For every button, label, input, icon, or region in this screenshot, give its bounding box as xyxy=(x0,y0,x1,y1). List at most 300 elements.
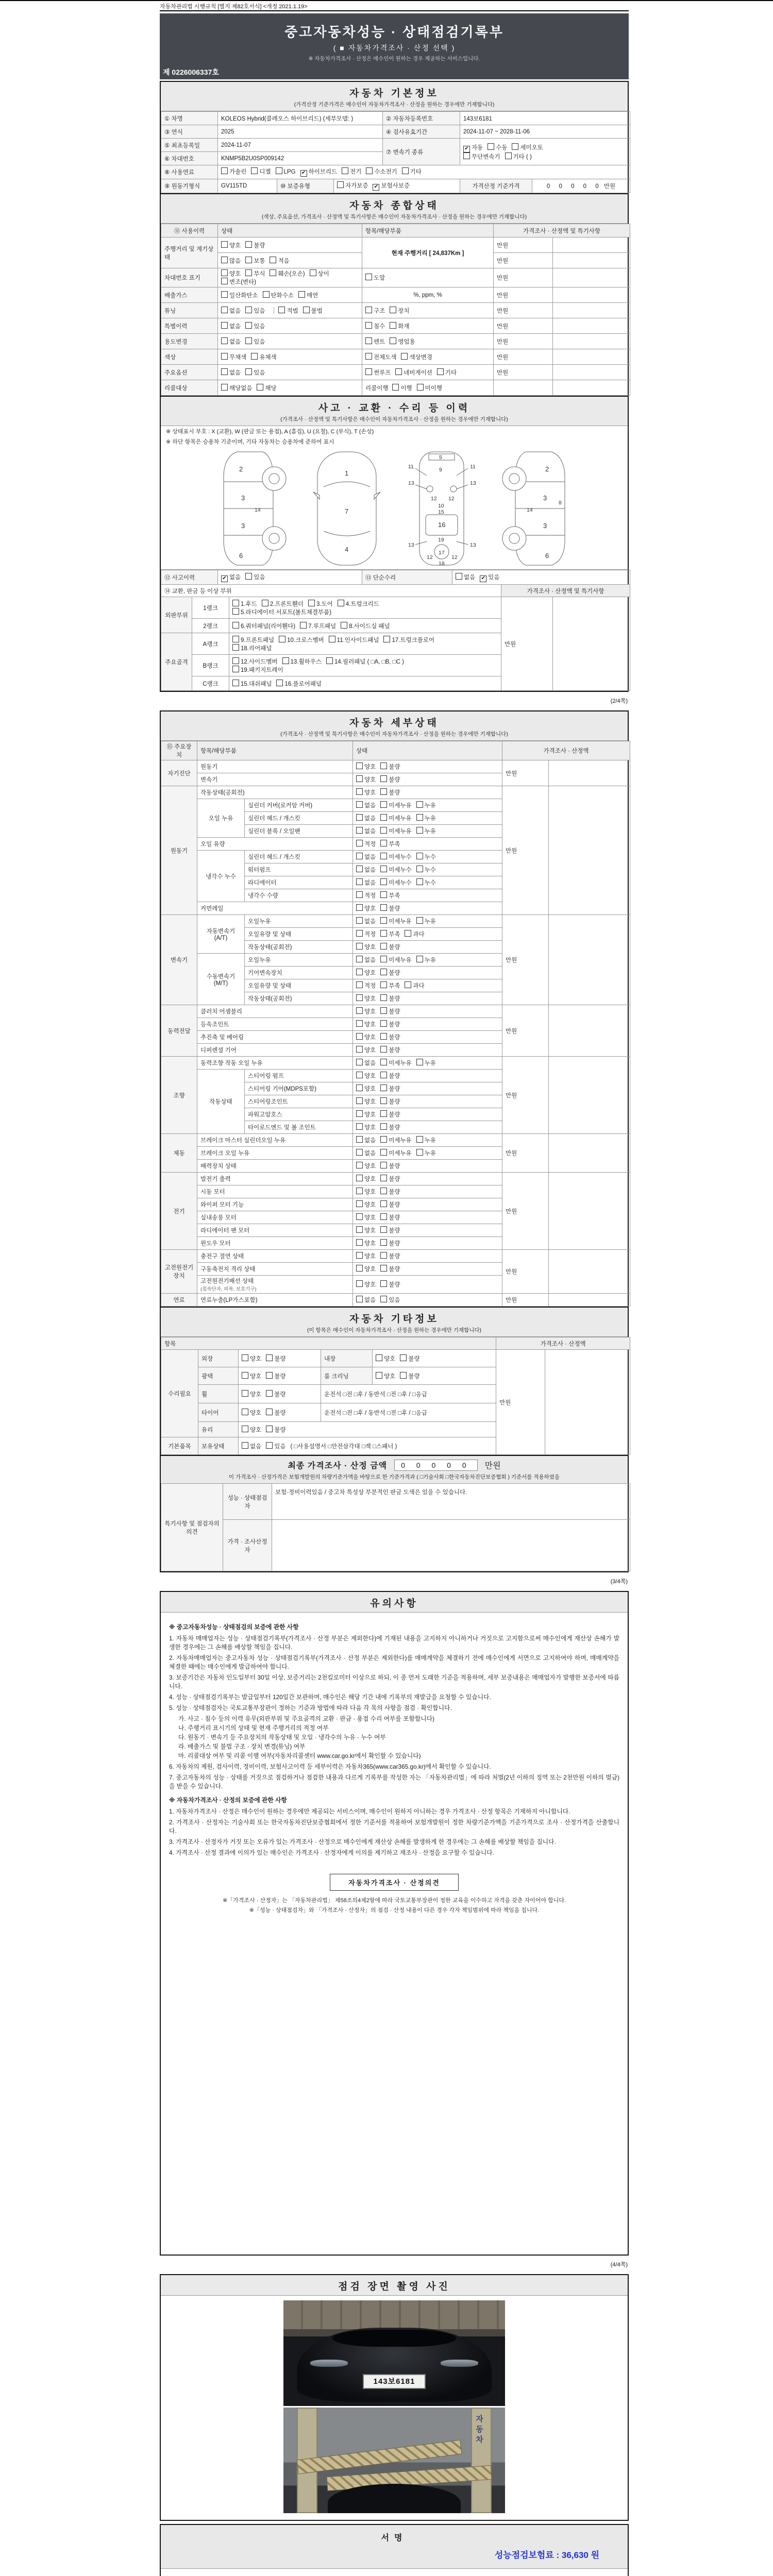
vehicle-type-legend: ※ 하단 항목은 승용차 기준이며, 기타 자동차는 승용차에 준하여 표시 xyxy=(166,439,334,445)
checkbox[interactable] xyxy=(232,644,239,651)
checkbox[interactable] xyxy=(380,1175,387,1181)
checkbox[interactable] xyxy=(390,337,396,344)
checkbox[interactable] xyxy=(329,636,335,642)
checkbox[interactable] xyxy=(356,1188,363,1194)
checkbox[interactable] xyxy=(416,827,423,834)
state-options xyxy=(353,1095,502,1108)
checkbox[interactable] xyxy=(416,866,423,872)
checkbox[interactable] xyxy=(402,167,409,174)
checkbox[interactable] xyxy=(380,1226,387,1233)
checkbox[interactable] xyxy=(356,994,363,1001)
checkbox[interactable] xyxy=(416,1136,423,1143)
checkbox[interactable] xyxy=(341,622,347,629)
rankB-options2 xyxy=(232,666,498,674)
checkbox[interactable] xyxy=(356,956,363,962)
state-options xyxy=(353,786,502,799)
interior-label: 내장 xyxy=(321,1350,373,1367)
option-label: 양호 xyxy=(364,1073,376,1079)
checkbox[interactable] xyxy=(356,762,363,769)
checkbox[interactable] xyxy=(416,956,423,962)
checkbox[interactable] xyxy=(356,827,363,834)
checkbox[interactable] xyxy=(356,775,363,782)
checkbox[interactable] xyxy=(356,917,363,924)
checkbox[interactable] xyxy=(266,1372,273,1379)
checkbox[interactable] xyxy=(242,1372,248,1379)
checkbox[interactable] xyxy=(242,1409,248,1415)
price-survey-opinion-box: 자동차가격조사 · 산정의견 xyxy=(330,1874,459,1891)
checkbox[interactable] xyxy=(232,600,239,606)
checkbox[interactable] xyxy=(405,930,411,937)
checkbox[interactable] xyxy=(416,917,423,924)
option-label: 누유 xyxy=(424,803,436,809)
checkbox[interactable] xyxy=(221,167,228,174)
checkbox[interactable] xyxy=(245,269,252,276)
checkbox[interactable] xyxy=(270,269,276,276)
checkbox[interactable] xyxy=(380,1265,387,1272)
checkbox[interactable] xyxy=(456,573,462,580)
checkbox[interactable] xyxy=(380,917,387,924)
checkbox[interactable] xyxy=(380,801,387,808)
checkbox[interactable] xyxy=(380,1252,387,1259)
item-label: 원동기 xyxy=(197,760,353,773)
checkbox-option xyxy=(356,930,376,938)
checkbox[interactable] xyxy=(416,1149,423,1156)
checkbox[interactable] xyxy=(263,291,270,298)
item-label: 실내송풍 모터 xyxy=(197,1211,353,1224)
rank1-label: 1랭크 xyxy=(192,597,229,619)
checkbox-checked[interactable]: ✔ xyxy=(463,146,470,152)
checkbox-option xyxy=(380,981,400,990)
checkbox[interactable] xyxy=(463,152,470,159)
checkbox[interactable] xyxy=(366,167,373,174)
checkbox[interactable] xyxy=(242,1354,248,1361)
checkbox-option xyxy=(356,866,376,874)
checkbox[interactable] xyxy=(417,384,424,391)
rankB-label: B랭크 xyxy=(192,655,229,676)
base-price-label: 가격산정 기준가격 xyxy=(460,179,532,193)
checkbox[interactable] xyxy=(245,257,252,263)
checkbox[interactable] xyxy=(356,1239,363,1246)
checkbox[interactable] xyxy=(380,981,387,988)
checkbox[interactable] xyxy=(365,322,372,329)
option-label: 불법 xyxy=(311,308,323,314)
checkbox[interactable] xyxy=(365,274,372,280)
option-label: 없음 xyxy=(464,574,476,581)
note-cell xyxy=(553,268,630,287)
checkbox[interactable] xyxy=(356,930,363,937)
checkbox[interactable] xyxy=(356,1046,363,1053)
checkbox[interactable] xyxy=(232,636,239,642)
checkbox[interactable] xyxy=(279,636,285,642)
checkbox[interactable] xyxy=(380,827,387,834)
checkbox-option xyxy=(380,853,411,861)
checkbox[interactable] xyxy=(390,307,396,313)
checkbox[interactable] xyxy=(416,853,423,859)
vin-mark-label: 차대번호 표기 xyxy=(161,268,218,287)
main-frame-label: 주요골격 xyxy=(161,633,192,691)
checkbox[interactable] xyxy=(380,1239,387,1246)
checkbox-option xyxy=(356,1059,376,1067)
checkbox[interactable] xyxy=(400,1354,407,1361)
option-label: 불량 xyxy=(389,1073,400,1079)
checkbox[interactable] xyxy=(221,278,228,284)
checkbox[interactable] xyxy=(356,840,363,846)
checkbox[interactable] xyxy=(380,994,387,1001)
checkbox[interactable] xyxy=(383,636,390,642)
state-options xyxy=(353,928,502,941)
checkbox[interactable] xyxy=(221,257,228,263)
state-options xyxy=(353,876,502,889)
other-info-subtitle: (이 항목은 매수인이 자동차가격조사 · 산정을 원하는 경우에만 기재합니다) xyxy=(307,1327,482,1333)
car-name-label: ① 차명 xyxy=(161,112,218,125)
checkbox[interactable] xyxy=(380,904,387,911)
checkbox-option xyxy=(383,636,434,644)
checkbox[interactable] xyxy=(282,657,289,664)
checkbox[interactable] xyxy=(356,1033,363,1040)
option-label: 없음 xyxy=(364,816,376,822)
document-number: 제 0226006337호 xyxy=(163,68,219,76)
recall-row xyxy=(161,380,630,396)
checkbox[interactable] xyxy=(356,866,363,872)
checkbox[interactable] xyxy=(356,1226,363,1233)
checkbox[interactable] xyxy=(356,1007,363,1014)
checkbox[interactable] xyxy=(356,801,363,808)
checkbox[interactable] xyxy=(276,167,282,174)
option-label: 없음 xyxy=(364,867,376,873)
checkbox-checked[interactable]: ✔ xyxy=(300,170,307,177)
checkbox-option xyxy=(380,1007,400,1015)
checkbox[interactable] xyxy=(221,353,228,360)
checkbox[interactable] xyxy=(380,1136,387,1143)
checkbox[interactable] xyxy=(365,337,372,344)
notice-item: 5. 성능 · 상태점검자는 국토교통부장관이 정하는 기준과 방법에 따라 다음 각 목의 사항을 점검 · 확인합니다. xyxy=(169,1704,452,1711)
checkbox[interactable] xyxy=(356,814,363,821)
checkbox[interactable] xyxy=(221,337,228,344)
checkbox[interactable] xyxy=(395,368,402,375)
state-options xyxy=(353,838,502,851)
checkbox[interactable] xyxy=(390,322,396,329)
checkbox[interactable] xyxy=(221,384,228,391)
base-price-unit: 만원 xyxy=(603,183,616,190)
checkbox[interactable] xyxy=(401,353,408,360)
checkbox-option xyxy=(356,1265,376,1273)
table-row xyxy=(161,139,630,152)
checkbox[interactable] xyxy=(270,257,276,263)
checkbox-option xyxy=(380,1020,400,1028)
checkbox[interactable] xyxy=(380,969,387,975)
checkbox[interactable] xyxy=(356,969,363,975)
checkbox[interactable] xyxy=(416,801,423,808)
checkbox[interactable] xyxy=(380,1296,387,1302)
checkbox[interactable] xyxy=(356,1296,363,1302)
checkbox-option xyxy=(356,1213,376,1222)
checkbox[interactable] xyxy=(245,573,252,580)
checkbox[interactable] xyxy=(221,322,228,329)
checkbox[interactable] xyxy=(380,943,387,950)
checkbox[interactable] xyxy=(221,291,228,298)
notice-subitem: 라. 배출가스 및 불법 구조 · 장치 변경(튜닝) 여부 xyxy=(178,1743,306,1750)
checkbox[interactable] xyxy=(251,167,258,174)
price-survey-option-line: ( ■ 자동차가격조사 · 산정 선택 ) xyxy=(333,44,456,52)
rank2-label: 2랭크 xyxy=(192,619,229,633)
checkbox[interactable] xyxy=(262,600,268,606)
checkbox[interactable] xyxy=(380,853,387,859)
checkbox[interactable] xyxy=(356,1213,363,1220)
checkbox-option xyxy=(401,353,432,361)
checkbox[interactable] xyxy=(337,181,344,188)
checkbox[interactable] xyxy=(232,657,239,664)
checkbox[interactable] xyxy=(356,1200,363,1207)
option-label: 미세누유 xyxy=(389,803,412,809)
checkbox[interactable] xyxy=(356,1162,363,1168)
checkbox[interactable] xyxy=(245,322,252,329)
checkbox-option xyxy=(266,1390,285,1398)
option-label: 불량 xyxy=(389,1125,400,1131)
option-label: 부족 xyxy=(389,893,400,899)
car-diagram-right-side xyxy=(498,450,575,567)
sub-group-label: 자동변속기 (A/T) xyxy=(197,915,245,954)
checkbox[interactable] xyxy=(303,307,310,313)
checkbox[interactable] xyxy=(245,307,252,313)
checkbox[interactable] xyxy=(251,353,258,360)
checkbox[interactable] xyxy=(512,143,518,150)
checkbox[interactable] xyxy=(405,981,411,988)
checkbox[interactable] xyxy=(380,1046,387,1053)
checkbox[interactable] xyxy=(356,1136,363,1143)
inspector-opinion-row xyxy=(161,1484,630,1520)
photos-title: 점검 장면 촬영 사진 xyxy=(338,2281,450,2292)
checkbox[interactable] xyxy=(380,1188,387,1194)
checkbox[interactable] xyxy=(310,269,316,276)
option-label: 미세누유 xyxy=(389,1138,412,1144)
checkbox[interactable] xyxy=(356,1280,363,1287)
rankA-options xyxy=(232,636,498,644)
checkbox-checked[interactable]: ✔ xyxy=(373,184,379,191)
checkbox[interactable] xyxy=(232,666,239,672)
main-option-row xyxy=(161,365,630,380)
detail-header-row xyxy=(161,741,630,760)
option-label: 색상변경 xyxy=(409,354,432,361)
checkbox[interactable] xyxy=(356,1252,363,1259)
checkbox-option xyxy=(356,878,376,887)
checkbox[interactable] xyxy=(380,1097,387,1104)
option-label: 해당없음 xyxy=(229,385,253,392)
checkbox[interactable] xyxy=(232,608,239,615)
checkbox[interactable] xyxy=(266,1354,273,1361)
checkbox[interactable] xyxy=(257,384,263,391)
checkbox[interactable] xyxy=(416,1059,423,1065)
checkbox[interactable] xyxy=(356,853,363,859)
checkbox[interactable] xyxy=(356,1110,363,1117)
checkbox[interactable] xyxy=(356,1265,363,1272)
checkbox[interactable] xyxy=(356,1020,363,1027)
checkbox[interactable] xyxy=(380,1007,387,1014)
checkbox[interactable] xyxy=(416,814,423,821)
checkbox[interactable] xyxy=(326,657,333,664)
comprehensive-subtitle: (색상, 주요옵션, 가격조사 · 산정액 및 특기사항은 매수인이 자동차가격조사 · 산정을 원하는 경우에만 기재합니다) xyxy=(261,214,527,220)
item-label: 오일누유 xyxy=(245,915,353,928)
checkbox[interactable] xyxy=(356,788,363,795)
checkbox-checked[interactable]: ✔ xyxy=(480,575,486,582)
checkbox[interactable] xyxy=(380,788,387,795)
checkbox[interactable] xyxy=(380,1020,387,1027)
section-basic-and-condition xyxy=(160,81,629,692)
checkbox[interactable] xyxy=(380,1033,387,1040)
checkbox[interactable] xyxy=(505,152,512,159)
checkbox-option xyxy=(242,1390,261,1398)
checkbox[interactable] xyxy=(380,1162,387,1168)
checkbox[interactable] xyxy=(376,1372,382,1379)
signature-band xyxy=(161,2525,628,2569)
device-group-label: 자기진단 xyxy=(161,760,197,786)
checkbox[interactable] xyxy=(380,840,387,846)
checkbox[interactable] xyxy=(356,904,363,911)
option-label: 자동 xyxy=(472,144,483,151)
checkbox[interactable] xyxy=(400,1372,407,1379)
checkbox-option xyxy=(366,167,397,176)
checkbox[interactable] xyxy=(416,878,423,885)
checkbox[interactable] xyxy=(221,307,228,313)
checkbox[interactable] xyxy=(356,1072,363,1078)
col-other-price: 가격조사 · 산정액 xyxy=(496,1337,630,1350)
checkbox[interactable] xyxy=(380,1213,387,1220)
checkbox[interactable] xyxy=(266,1426,273,1432)
checkbox[interactable] xyxy=(298,291,305,298)
checkbox[interactable] xyxy=(380,1280,387,1287)
device-group-label: 연료 xyxy=(161,1294,197,1307)
checkbox[interactable] xyxy=(380,1110,387,1117)
detail-subtitle: (가격조사 · 산정액 및 특기사항은 매수인이 자동차가격조사 · 산정을 원하는 경우에만 기재합니다) xyxy=(280,731,508,737)
checkbox[interactable] xyxy=(338,600,344,606)
checkbox[interactable] xyxy=(266,1390,273,1397)
checkbox-option xyxy=(356,969,376,977)
checkbox[interactable] xyxy=(380,775,387,782)
checkbox[interactable] xyxy=(356,943,363,950)
checkbox[interactable] xyxy=(356,1175,363,1181)
checkbox[interactable] xyxy=(380,762,387,769)
checkbox[interactable] xyxy=(380,930,387,937)
checkbox-option xyxy=(380,969,400,977)
checkbox[interactable] xyxy=(308,600,315,606)
basic-info-header xyxy=(161,82,628,111)
notice-item: 1. 자동차 매매업자는 성능 · 상태점검기록부(가격조사 · 산정 부분은 제외한다)에 기재된 내용을 고지하지 아니하거나 거짓으로 고지함으로써 매수인에게 재산상 손해가 발생한 경우에는 그 손해를 배상할 책임을 집니다. xyxy=(169,1635,619,1651)
option-label: 유채색 xyxy=(259,354,277,361)
checkbox[interactable] xyxy=(276,680,283,686)
wheel-label: 휠 xyxy=(198,1385,239,1403)
first-reg-value: 2024-11-07 xyxy=(218,139,383,152)
checkbox[interactable] xyxy=(380,878,387,885)
inspection-period-value: 2024-11-07 ~ 2028-11-06 xyxy=(460,125,630,139)
checkbox-option xyxy=(356,801,376,809)
checkbox[interactable] xyxy=(380,956,387,962)
checkbox[interactable] xyxy=(356,981,363,988)
checkbox[interactable] xyxy=(356,1123,363,1130)
checkbox[interactable] xyxy=(245,241,252,248)
checkbox[interactable] xyxy=(221,368,228,375)
section-detail-state xyxy=(160,710,629,1572)
checkbox[interactable] xyxy=(365,368,372,375)
tire-options xyxy=(239,1403,321,1422)
checkbox[interactable] xyxy=(380,891,387,898)
checkbox-option xyxy=(221,322,241,330)
checkbox[interactable] xyxy=(221,269,228,276)
price-cell: 만원 xyxy=(494,253,553,268)
checkbox[interactable] xyxy=(356,1097,363,1104)
checkbox[interactable] xyxy=(278,307,285,313)
checkbox[interactable] xyxy=(266,1409,273,1415)
checkbox[interactable] xyxy=(232,680,239,686)
checkbox[interactable] xyxy=(380,1084,387,1091)
holding-cell xyxy=(239,1437,496,1455)
checkbox-option xyxy=(380,1046,400,1054)
checkbox[interactable] xyxy=(342,167,348,174)
state-options xyxy=(353,1044,502,1057)
option-label: 많음 xyxy=(229,258,241,264)
checkbox[interactable] xyxy=(356,1149,363,1156)
note-cell xyxy=(553,287,630,303)
checkbox[interactable] xyxy=(242,1442,248,1449)
checkbox[interactable] xyxy=(266,1442,273,1449)
checkbox[interactable] xyxy=(380,1059,387,1065)
checkbox[interactable] xyxy=(380,1149,387,1156)
checkbox[interactable] xyxy=(242,1390,248,1397)
recall-action-options xyxy=(392,385,447,392)
checkbox[interactable] xyxy=(365,353,372,360)
checkbox[interactable] xyxy=(356,878,363,885)
item-label: 기어변속장치 xyxy=(245,967,353,979)
tuning-item-options xyxy=(362,303,494,318)
interior-options xyxy=(373,1350,496,1367)
note-cell xyxy=(553,365,630,380)
checkbox-option xyxy=(221,291,258,299)
option-label: 있음 xyxy=(254,369,265,376)
option-label: 미세누수 xyxy=(389,854,412,860)
checkbox-option xyxy=(221,257,241,265)
checkbox[interactable] xyxy=(380,1123,387,1130)
checkbox[interactable] xyxy=(376,1354,382,1361)
checkbox[interactable] xyxy=(392,384,399,391)
checkbox[interactable] xyxy=(356,1084,363,1091)
checkbox[interactable] xyxy=(380,866,387,872)
checkbox[interactable] xyxy=(380,1200,387,1207)
emission-options xyxy=(218,287,362,303)
col-price-note: 가격조사 · 산정액 및 특기사항 xyxy=(494,224,630,238)
checkbox[interactable] xyxy=(365,307,372,313)
rankA-label: A랭크 xyxy=(192,633,229,655)
checkbox[interactable] xyxy=(488,143,494,150)
option-label: 양호 xyxy=(364,1163,376,1170)
checkbox[interactable] xyxy=(300,622,307,629)
checkbox[interactable] xyxy=(437,368,444,375)
checkbox[interactable] xyxy=(245,337,252,344)
option-label: 3.도어 xyxy=(316,601,333,607)
notice-footer: ※「성능 · 상태점검자」와 「가격조사 · 산정자」의 점검 · 산정 내용이 다른 경우 각자 책임범위에 따라 책임을 집니다. xyxy=(249,1907,540,1913)
checkbox[interactable] xyxy=(356,891,363,898)
checkbox[interactable] xyxy=(380,814,387,821)
checkbox[interactable] xyxy=(232,622,239,629)
checkbox[interactable] xyxy=(356,1059,363,1065)
checkbox[interactable] xyxy=(221,241,228,248)
checkbox[interactable] xyxy=(245,368,252,375)
rankC-options xyxy=(229,676,501,691)
checkbox[interactable] xyxy=(380,1072,387,1078)
checkbox-checked[interactable]: ✔ xyxy=(221,575,228,582)
option-label: 적정 xyxy=(364,931,376,938)
other-header-row xyxy=(161,1337,630,1350)
notice-item: 7. 중고자동차의 성능 · 상태를 거짓으로 점검하거나 점검한 내용과 다르게 기록부를 작성한 자는 「자동차관리법」에 따라 처벌(2년 이하의 징역 또는 2천만원 이하의 벌금)을 받을 수 있습니다. xyxy=(169,1774,619,1790)
checkbox[interactable] xyxy=(242,1426,248,1432)
checkbox-option xyxy=(390,307,409,315)
